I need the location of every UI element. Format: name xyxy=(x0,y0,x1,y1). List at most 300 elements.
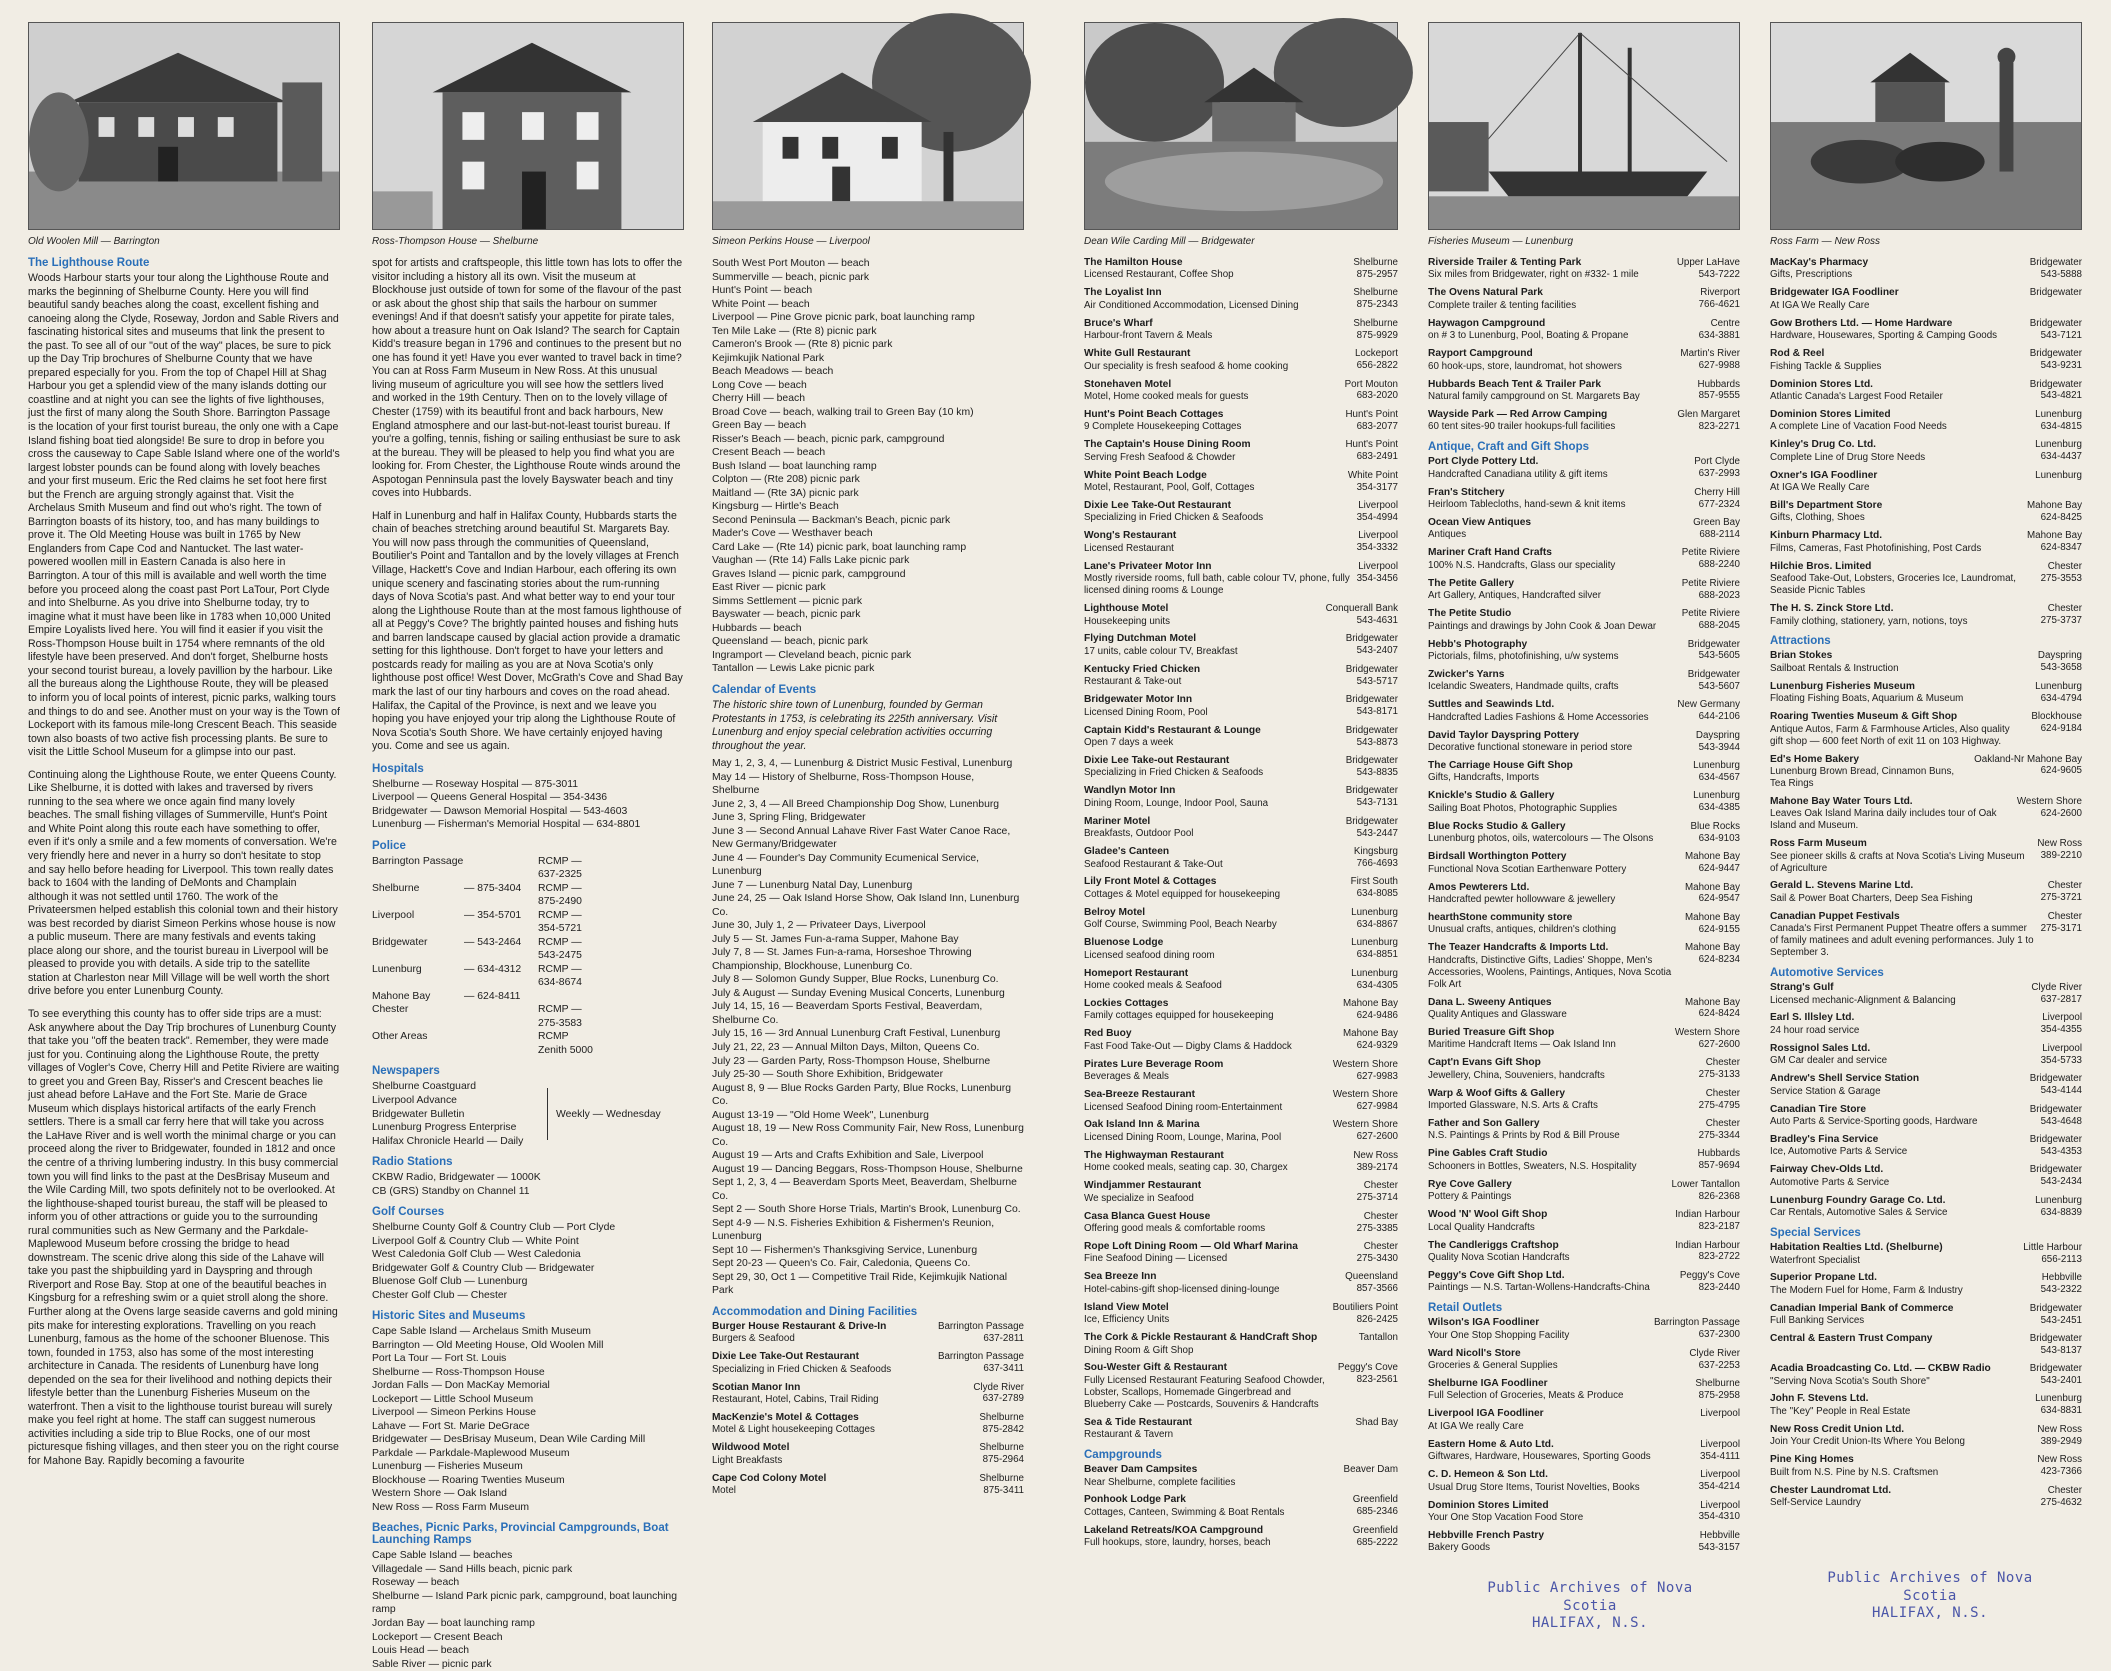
entry-phone: 543-5888 xyxy=(2040,268,2082,280)
entry-place: Bridgewater xyxy=(2029,1333,2082,1345)
list-item: Jordan Bay — boat launching ramp xyxy=(372,1617,535,1629)
entry-contact xyxy=(2030,1134,2082,1158)
archive-stamp: Public Archives of Nova Scotia HALIFAX, N.S. xyxy=(1827,1570,2033,1621)
entry-name: hearthStone community store xyxy=(1428,911,1573,923)
entry-contact xyxy=(1333,1059,1398,1083)
entry-place: Lunenburg xyxy=(1351,937,1398,949)
directory-entry xyxy=(1428,1270,1740,1294)
entry-name: David Taylor Dayspring Pottery xyxy=(1428,729,1579,741)
entry-text xyxy=(1428,1148,1698,1172)
entry-place: Lower Tantallon xyxy=(1671,1178,1740,1190)
entry-place: Lunenburg xyxy=(2035,1393,2082,1405)
entry-contact xyxy=(2037,1424,2082,1448)
entry-phone: 543-8873 xyxy=(1356,736,1398,748)
list-item: July 23 — Garden Party, Ross-Thompson House, Shelburne xyxy=(712,1055,991,1067)
directory-entry xyxy=(1770,561,2082,597)
entry-phone: 543-3944 xyxy=(1698,741,1740,753)
list-item: July 7, 8 — St. James Fun-a-rama, Horseshoe Throwing Championship, Blockhouse, Lunenburg Co. xyxy=(712,947,972,972)
list-item: Cape Sable Island — Archelaus Smith Museum xyxy=(372,1326,591,1338)
entry-place: Chester xyxy=(1705,1118,1740,1129)
entry-place: Dayspring xyxy=(2037,650,2082,662)
entry-text xyxy=(1084,694,1346,718)
entry-contact xyxy=(1699,1500,1740,1524)
entry-text xyxy=(1770,287,2030,311)
list-item: Cresent Beach — beach xyxy=(712,447,826,459)
entry-place: Bridgewater xyxy=(2029,287,2082,299)
entry-text xyxy=(1428,1088,1699,1112)
entry-place: Chester xyxy=(1705,1087,1740,1099)
entry-description: Heirloom Tablecloths, hand-sewn & knit items xyxy=(1428,499,1626,511)
entry-description: The Modern Fuel for Home, Farm & Industry xyxy=(1770,1284,1963,1296)
entry-phone: 634-4305 xyxy=(1356,979,1398,991)
directory-entry xyxy=(1770,1424,2082,1448)
list-item: CB (GRS) Standby on Channel 11 xyxy=(372,1185,530,1197)
entry-text xyxy=(1084,530,1357,554)
entry-name: Suttles and Seawinds Ltd. xyxy=(1428,699,1555,711)
entry-contact xyxy=(1359,1332,1398,1356)
entry-text xyxy=(1770,1303,2030,1327)
list-item: Liverpool — Simeon Perkins House xyxy=(372,1407,537,1419)
entry-description: 60 tent sites-90 trailer hookups-full facilities xyxy=(1428,421,1616,433)
entry-text xyxy=(1770,1242,2023,1266)
directory-entry xyxy=(1770,348,2082,372)
list-item: Bush Island — boat launching ramp xyxy=(712,460,877,472)
entry-description: Jewellery, China, Souveniers, handcrafts xyxy=(1428,1069,1605,1081)
entry-name: Fairway Chev-Olds Ltd. xyxy=(1770,1164,1884,1176)
entry-contact xyxy=(2030,1333,2082,1357)
entry-contact xyxy=(1346,725,1398,749)
entry-description: Specializing in Fried Chicken & Seafoods xyxy=(1084,767,1264,779)
entry-description: Motel, Restaurant, Pool, Golf, Cottages xyxy=(1084,482,1255,494)
list-item: Summerville — beach, picnic park xyxy=(712,271,870,283)
list-item: Simms Settlement — picnic park xyxy=(712,595,863,607)
list-item: June 3, Spring Fling, Bridgewater xyxy=(712,812,866,824)
directory-entry xyxy=(1428,379,1740,403)
entry-name: Dominion Stores Limited xyxy=(1770,408,1891,420)
entry-text xyxy=(1084,439,1345,463)
entry-phone: 275-3171 xyxy=(2040,922,2082,934)
entry-name: Knickle's Studio & Gallery xyxy=(1428,790,1555,802)
entry-name: Acadia Broadcasting Co. Ltd. — CKBW Radio xyxy=(1770,1363,1991,1375)
entry-contact xyxy=(1357,1211,1398,1235)
entry-text xyxy=(1770,1073,2030,1097)
entry-place: Chester xyxy=(2047,603,2082,615)
directory-entry xyxy=(1084,785,1398,809)
entry-text xyxy=(1770,1164,2030,1188)
list-item: Villagedale — Sand Hills beach, picnic park xyxy=(372,1563,573,1575)
entry-description: Breakfasts, Outdoor Pool xyxy=(1084,828,1194,840)
list-item: Barrington — Old Meeting House, Old Woolen Mill xyxy=(372,1339,604,1351)
entry-text xyxy=(1770,1043,2041,1067)
entry-place: Liverpool xyxy=(1700,1438,1740,1450)
entry-phone: 637-2253 xyxy=(1698,1359,1740,1371)
entry-phone: 354-4111 xyxy=(1700,1450,1740,1462)
entry-description: Air Conditioned Accommodation, Licensed Dining xyxy=(1084,299,1299,311)
entry-phone: 543-2401 xyxy=(2040,1375,2082,1386)
directory-entry xyxy=(1084,1271,1398,1295)
photo-carding-mill xyxy=(1084,22,1398,230)
entry-name: Ed's Home Bakery xyxy=(1770,753,1860,765)
entry-place: Dayspring xyxy=(1695,729,1740,741)
entry-contact xyxy=(1333,1119,1398,1143)
entry-place: Martin's River xyxy=(1680,348,1740,360)
entry-name: Stonehaven Motel xyxy=(1084,378,1172,390)
entry-description: GM Car dealer and service xyxy=(1770,1055,1888,1067)
entry-text xyxy=(1428,790,1693,814)
list-item: Bridgewater Bulletin xyxy=(372,1108,465,1120)
entry-text xyxy=(1084,1525,1353,1549)
photo-caption: Ross-Thompson House — Shelburne xyxy=(372,236,539,247)
entry-contact xyxy=(2031,982,2082,1006)
list-item: East River — picnic park xyxy=(712,582,826,594)
list-item: Liverpool — Queens General Hospital — 354-3436 xyxy=(372,792,608,804)
entry-text xyxy=(1770,470,2035,494)
photo-caption: Dean Wile Carding Mill — Bridgewater xyxy=(1084,236,1255,247)
entry-contact xyxy=(1693,760,1740,784)
entry-description: Licensed Dining Room, Lounge, Marina, Pool xyxy=(1084,1131,1282,1143)
entry-phone: 683-2491 xyxy=(1356,451,1398,463)
list-item: Colpton — (Rte 208) picnic park xyxy=(712,474,860,486)
entry-place: Bridgewater xyxy=(1345,815,1398,827)
entry-name: Beaver Dam Campsites xyxy=(1084,1464,1198,1476)
entry-text xyxy=(1084,876,1351,900)
entry-place: Liverpool xyxy=(1700,1499,1740,1511)
entry-place: Upper LaHave xyxy=(1676,257,1740,268)
entry-description: Complete Line of Drug Store Needs xyxy=(1770,451,1926,463)
entry-description: Full hookups, store, laundry, horses, beach xyxy=(1084,1537,1271,1549)
entry-phone: 275-3737 xyxy=(2040,615,2082,626)
directory-entry xyxy=(1084,1150,1398,1174)
entry-description: Quality Antiques and Glassware xyxy=(1428,1008,1567,1020)
entry-name: Blue Rocks Studio & Gallery xyxy=(1428,820,1566,832)
photo-fisheries-museum xyxy=(1428,22,1740,230)
entry-phone: 634-8085 xyxy=(1356,888,1398,900)
entry-description: At IGA We Really Care xyxy=(1770,299,1870,311)
entry-text xyxy=(1084,1332,1359,1356)
column-4 xyxy=(1084,22,1398,1612)
entry-name: Sou-Wester Gift & Restaurant xyxy=(1084,1362,1228,1374)
entry-text xyxy=(1428,851,1685,875)
entry-phone: 543-4821 xyxy=(2040,390,2082,402)
entry-contact xyxy=(1345,1271,1398,1295)
directory-entry xyxy=(1770,287,2082,311)
entry-name: Birdsall Worthington Pottery xyxy=(1428,851,1567,863)
entry-description: 60 hook-ups, store, laundromat, hot showers xyxy=(1428,360,1622,372)
directory-entry xyxy=(1770,1333,2082,1357)
entry-description: Sailing Boat Photos, Photographic Supplies xyxy=(1428,802,1617,814)
list-item: Roseway — beach xyxy=(372,1577,460,1589)
retail-title: Retail Outlets xyxy=(1428,1302,1503,1315)
entry-place: Chester xyxy=(2047,1484,2082,1496)
entry-description: Icelandic Sweaters, Handmade quilts, crafts xyxy=(1428,681,1619,693)
entry-place: Blue Rocks xyxy=(1690,820,1740,832)
entry-name: Shelburne IGA Foodliner xyxy=(1428,1378,1548,1389)
directory-entry xyxy=(1428,1469,1740,1493)
entry-text xyxy=(1770,603,2041,627)
entry-place: Tantallon xyxy=(1358,1332,1398,1344)
entry-place: Peggy's Cove xyxy=(1679,1269,1740,1281)
directory-entry xyxy=(1084,500,1398,524)
directory-entry xyxy=(1770,1242,2082,1266)
entry-description: Ice, Efficiency Units xyxy=(1084,1314,1170,1326)
entry-text xyxy=(1428,1530,1699,1554)
directory-entry xyxy=(1770,1195,2082,1219)
entry-phone: 275-3344 xyxy=(1698,1129,1740,1141)
entry-place: Shelburne xyxy=(1695,1378,1740,1389)
list-item: Port La Tour — Fort St. Louis xyxy=(372,1353,507,1365)
directory-entry xyxy=(1428,547,1740,571)
directory-entry xyxy=(1428,287,1740,311)
entry-text xyxy=(1770,561,2041,597)
entry-contact xyxy=(1351,907,1398,931)
entry-description: Waterfront Specialist xyxy=(1770,1254,1861,1266)
entry-text xyxy=(1084,1119,1333,1143)
directory-entry xyxy=(1770,650,2082,674)
entry-name: Pine King Homes xyxy=(1770,1454,1854,1466)
entry-phone: 637-2993 xyxy=(1698,468,1740,480)
entry-text xyxy=(1428,1317,1654,1341)
entry-description: Licensed seafood dining room xyxy=(1084,949,1215,961)
entry-contact xyxy=(1694,456,1740,480)
entry-name: Flying Dutchman Motel xyxy=(1084,633,1197,645)
list-item: Beach Meadows — beach xyxy=(712,366,834,378)
entry-name: The H. S. Zinck Store Ltd. xyxy=(1770,603,1894,615)
entry-place: Chester xyxy=(1363,1180,1398,1192)
entry-text xyxy=(1770,1363,2030,1387)
entry-name: Belroy Motel xyxy=(1084,906,1146,918)
entry-name: Pine Gables Craft Studio xyxy=(1428,1148,1548,1160)
entry-text xyxy=(1084,603,1326,627)
entry-description: Beverages & Meals xyxy=(1084,1071,1169,1083)
list-item: Chester Golf Club — Chester xyxy=(372,1289,508,1301)
entry-name: Lane's Privateer Motor Inn xyxy=(1084,560,1212,572)
entry-text xyxy=(1084,633,1346,657)
entry-name: Bluenose Lodge xyxy=(1084,937,1164,949)
entry-place: Lunenburg xyxy=(2035,439,2082,451)
entry-phone: 354-4310 xyxy=(1698,1511,1740,1523)
entry-contact xyxy=(1699,287,1740,311)
directory-entry xyxy=(1084,348,1398,372)
entry-text xyxy=(1770,379,2030,403)
entry-phone: 683-2077 xyxy=(1356,420,1398,432)
entry-contact xyxy=(1654,1317,1740,1341)
entry-description: Fast Food Take-Out — Digby Clams & Haddock xyxy=(1084,1040,1292,1052)
entry-description: Complete trailer & tenting facilities xyxy=(1428,299,1577,311)
directory-entry xyxy=(1428,1439,1740,1463)
entry-name: Eastern Home & Auto Ltd. xyxy=(1428,1438,1554,1450)
entry-text xyxy=(1084,1059,1333,1083)
entry-text xyxy=(1084,409,1345,433)
entry-place: Conquerall Bank xyxy=(1325,603,1398,615)
entry-text xyxy=(1428,1348,1689,1372)
entry-contact xyxy=(2035,681,2082,705)
list-item: July 14, 15, 16 — Beaverdam Sports Festival, Beaverdam, Shelburne Co. xyxy=(712,1001,983,1026)
directory-entry xyxy=(1428,639,1740,663)
entry-description: Restaurant & Take-out xyxy=(1084,676,1182,688)
list-item: Lahave — Fort St. Marie DeGrace xyxy=(372,1420,530,1432)
entry-name: Pirates Lure Beverage Room xyxy=(1084,1058,1224,1070)
accommodation-list xyxy=(712,1321,1024,1497)
entry-contact xyxy=(2030,318,2082,342)
list-item: Shelburne Coastguard xyxy=(372,1081,476,1093)
entry-place: Chester xyxy=(1705,1057,1740,1069)
entry-description: Licensed Restaurant xyxy=(1084,542,1174,554)
entry-text xyxy=(1770,1195,2035,1219)
entry-name: White Gull Restaurant xyxy=(1084,348,1191,360)
entry-text xyxy=(1428,1118,1699,1142)
entry-name: Dominion Stores Ltd. xyxy=(1770,378,1874,390)
entry-contact xyxy=(1346,755,1398,779)
entry-contact xyxy=(1353,1494,1398,1518)
entry-place: Lunenburg xyxy=(1693,760,1740,771)
list-item: Graves Island — picnic park, campground xyxy=(712,568,906,580)
entry-place: Indian Harbour xyxy=(1675,1209,1740,1221)
entry-text xyxy=(1084,1271,1345,1295)
entry-contact xyxy=(2041,880,2082,904)
entry-place: New Ross xyxy=(2037,1423,2082,1435)
directory-entry xyxy=(1770,1363,2082,1387)
entry-description: We specialize in Seafood xyxy=(1084,1192,1194,1204)
entry-contact xyxy=(1689,1348,1740,1372)
entry-contact xyxy=(2030,1073,2082,1097)
entry-description: Near Shelburne, complete facilities xyxy=(1084,1476,1236,1488)
entry-phone: 275-3553 xyxy=(2040,572,2082,584)
entry-text xyxy=(1084,1211,1357,1235)
entry-text xyxy=(1770,439,2035,463)
entry-description: Offering good meals & comfortable rooms xyxy=(1084,1223,1266,1234)
entry-place: New Germany xyxy=(1677,699,1740,711)
entry-contact xyxy=(1353,1525,1398,1549)
directory-entry xyxy=(1428,1378,1740,1402)
paragraph: Continuing along the Lighthouse Route, we enter Queens County. Like Shelburne, it is dotted with lakes and traversed by rivers running to the sea where we once again find many lovely beaches. The small fishing villages of Summerville, Hunt's Point and White Point along this route each have something to offer, even if it's only a smile and a few moments of conversation. We're very friendly here and never in a hurry so don't hesitate to stop and say hello before heading for Liverpool. This town really dates back to 1604 with the landing of DeMonts and Champlain although it was not settled until 1760. The work of the Privateersmen helped establish this colonial town and their history was best recorded by diarist Simeon Perkins whose house is now a public museum. There are many festivals and events taking place along our shore, and the tourist bureau in Liverpool will be pleased to provide you with details. A side trip to the satellite station at Charleston near Mill Village will be well worth the short drive before you enter Lunenburg County. xyxy=(28,768,338,998)
entry-place: Beaver Dam xyxy=(1343,1464,1398,1476)
entry-phone: 354-4214 xyxy=(1698,1481,1740,1493)
entry-description: Gifts, Handcrafts, Imports xyxy=(1428,772,1540,784)
entry-contact xyxy=(2030,287,2082,311)
entry-name: Captain Kidd's Restaurant & Lounge xyxy=(1084,724,1261,736)
entry-phone: 656-2113 xyxy=(2041,1254,2082,1265)
list-item: June 3 — Second Annual Lahave River Fast Water Canoe Race, New Germany/Bridgewater xyxy=(712,825,1011,851)
list-item: Tantallon — Lewis Lake picnic park xyxy=(712,663,875,675)
entry-description: Groceries & General Supplies xyxy=(1428,1360,1558,1372)
entry-place: Hebbville xyxy=(1699,1529,1740,1541)
list-item: Cape Sable Island — beaches xyxy=(372,1550,513,1562)
entry-name: Chester Laundromat Ltd. xyxy=(1770,1484,1892,1496)
entry-phone: 627-9984 xyxy=(1356,1101,1398,1112)
campgrounds-list-continued xyxy=(1428,257,1740,433)
entry-description: Full Banking Services xyxy=(1770,1315,1865,1327)
entry-place: Port Clyde xyxy=(1694,456,1740,468)
entry-name: Superior Propane Ltd. xyxy=(1770,1272,1877,1284)
entry-description: Full Selection of Groceries, Meats & Produce xyxy=(1428,1390,1624,1402)
directory-entry xyxy=(1084,1028,1398,1052)
entry-place: Greenfield xyxy=(1352,1494,1398,1506)
radio-title: Radio Stations xyxy=(372,1156,453,1169)
entry-description: Car Rentals, Automotive Sales & Service xyxy=(1770,1207,1948,1219)
entry-contact xyxy=(1346,694,1398,718)
entry-place: Hunt's Point xyxy=(1345,408,1398,420)
entry-name: Lunenburg Foundry Garage Co. Ltd. xyxy=(1770,1194,1946,1206)
directory-entry xyxy=(1084,755,1398,779)
entry-name: Windjammer Restaurant xyxy=(1084,1180,1202,1192)
entry-contact xyxy=(1353,318,1398,342)
entry-text xyxy=(1428,639,1688,663)
entry-contact xyxy=(1700,1439,1740,1463)
entry-phone: 875-2957 xyxy=(1356,268,1398,280)
entry-phone: 627-2600 xyxy=(1356,1131,1398,1143)
entry-text xyxy=(1770,650,2038,674)
paragraph: Half in Lunenburg and half in Halifax County, Hubbards starts the chain of beaches stretching around beautiful St. Margarets Bay. You will now pass through the communities of Queensland, Boutilier's Point and Tantallon and by the lovely villages at French Village, Hackett's Cove and Indian Harbour, each offering its own unique scenery and fascinating stories about the rum-running days of Nova Scotia's past. And what better way to end your tour along the Lighthouse Route than at the most famous lighthouse of all at Peggy's Cove? The brightly painted houses and fishing huts and barren landscape caused by glacial action provide a dramatic setting for this lighthouse. Don't forget to have your letters and postcards ready for mailing as you are at Nova Scotia's only lighthouse post office! West Dover, McGrath's Cove and Shad Bay mark the last of our tiny harbours and coves on the road ahead. Halifax, the Capital of the Province, is next and we leave you hoping you have enjoyed your trip along the Lighthouse Route of Nova Scotia's South Shore. We have certainly enjoyed having you. Come and see us again. xyxy=(372,509,683,753)
entry-name: Wayside Park — Red Arrow Camping xyxy=(1428,408,1608,420)
list-item: Wildwood Motel Light Breakfasts Shelburne 875-2964 xyxy=(712,1442,1024,1466)
entry-description: Fully Licensed Restaurant Featuring Seafood Chowder, Lobster, Scallops, Homemade Gingerbread and Blueberry Cake — Postcards, Souvenirs & Handcrafts xyxy=(1084,1374,1325,1410)
entry-text xyxy=(1084,1180,1357,1204)
entry-phone: 875-2343 xyxy=(1356,299,1398,311)
entry-place: Shelburne xyxy=(1353,287,1398,299)
entry-text xyxy=(1084,1464,1344,1488)
entry-place: Boutiliers Point xyxy=(1332,1301,1398,1313)
list-item: Burger House Restaurant & Drive-In Burgers & Seafood Barrington Passage 637-2811 xyxy=(712,1320,1024,1345)
paragraph: spot for artists and craftspeople, this little town has lots to offer the visitor including a history all its own. Visit the museum at Blockhouse just outside of town for some of the flavour of the past or ask about the ghost ship that sails the harbour on summer evenings! And if that doesn't satisfy your appetite for pirate tales, how about a treasure hunt on Oak Island? The search for Captain Kidd's treasure began in 1796 and continues to the present but no one has found it yet! Have you ever wanted to travel back in time? You can at Ross Farm Museum in New Ross. At this unusual living museum of agriculture you will see how the settlers lived and worked in the 19th Century. Then on to the lovely village of Chester (1759) with its beautiful front and back harbours, New England atmosphere and our last-but-not-least tourist bureau. If you're a golfing, tennis, fishing or sailing enthusiast be sure to ask at the bureau. They will be pleased to help you find what you are looking for. From Chester, the Lighthouse Route winds around the Aspotogan Penninsula past the lovely Bayswater beach and tiny coves into Hubbards. xyxy=(372,257,683,500)
directory-entry xyxy=(1084,664,1398,688)
entry-contact xyxy=(1677,409,1740,433)
directory-entry xyxy=(1084,257,1398,281)
entry-text xyxy=(1770,1012,2041,1036)
entry-place: Bridgewater xyxy=(2029,1133,2082,1145)
entry-name: Island View Motel xyxy=(1084,1301,1169,1313)
list-item: May 1, 2, 3, 4, — Lunenburg & District Music Festival, Lunenburg xyxy=(712,758,1013,770)
newspapers-list xyxy=(372,1080,547,1148)
directory-entry xyxy=(1770,838,2082,874)
list-item: Ten Mile Lake — (Rte 8) picnic park xyxy=(712,325,877,337)
entry-description: Atlantic Canada's Largest Food Retailer xyxy=(1770,390,1943,402)
entry-place: Lunenburg xyxy=(2035,408,2082,420)
entry-contact xyxy=(1348,470,1398,494)
directory-entry xyxy=(1428,942,1740,990)
entry-place: Western Shore xyxy=(1332,1119,1398,1131)
directory-entry xyxy=(1428,730,1740,754)
entry-phone: 543-8171 xyxy=(1356,706,1398,718)
entry-contact xyxy=(1680,1270,1740,1294)
list-item: July 21, 22, 23 — Annual Milton Days, Milton, Queens Co. xyxy=(712,1042,980,1053)
directory-entry xyxy=(1084,968,1398,992)
entry-place: Lockeport xyxy=(1354,348,1398,360)
directory-entry xyxy=(1084,725,1398,749)
list-item: Green Bay — beach xyxy=(712,420,807,432)
entry-place: Bridgewater xyxy=(2029,317,2082,329)
entry-phone: 634-8831 xyxy=(2040,1405,2082,1417)
entry-phone: 875-2958 xyxy=(1698,1389,1740,1401)
entry-place: Hebbville xyxy=(2041,1272,2082,1284)
directory-entry xyxy=(1084,530,1398,554)
campgrounds-list xyxy=(1084,1464,1398,1549)
directory-entry xyxy=(1428,699,1740,723)
entry-text xyxy=(1084,561,1357,597)
directory-entry xyxy=(1428,1348,1740,1372)
directory-entry xyxy=(1770,1454,2082,1478)
entry-text xyxy=(1084,287,1353,311)
entry-description: Seafood Restaurant & Take-Out xyxy=(1084,858,1223,870)
entry-contact xyxy=(2030,257,2082,281)
entry-description: Handcrafted pewter hollowware & jewellery xyxy=(1428,893,1616,905)
entry-place: Shelburne xyxy=(1353,257,1398,268)
newspapers-block xyxy=(372,1080,684,1148)
entry-phone: 627-2600 xyxy=(1698,1038,1740,1050)
list-item: Barrington Passage RCMP — 637-2325 xyxy=(372,855,582,881)
entry-description: Your One Stop Shopping Facility xyxy=(1428,1329,1570,1341)
entry-name: Dominion Stores Limited xyxy=(1428,1499,1549,1511)
entry-name: Kentucky Fried Chicken xyxy=(1084,663,1201,675)
